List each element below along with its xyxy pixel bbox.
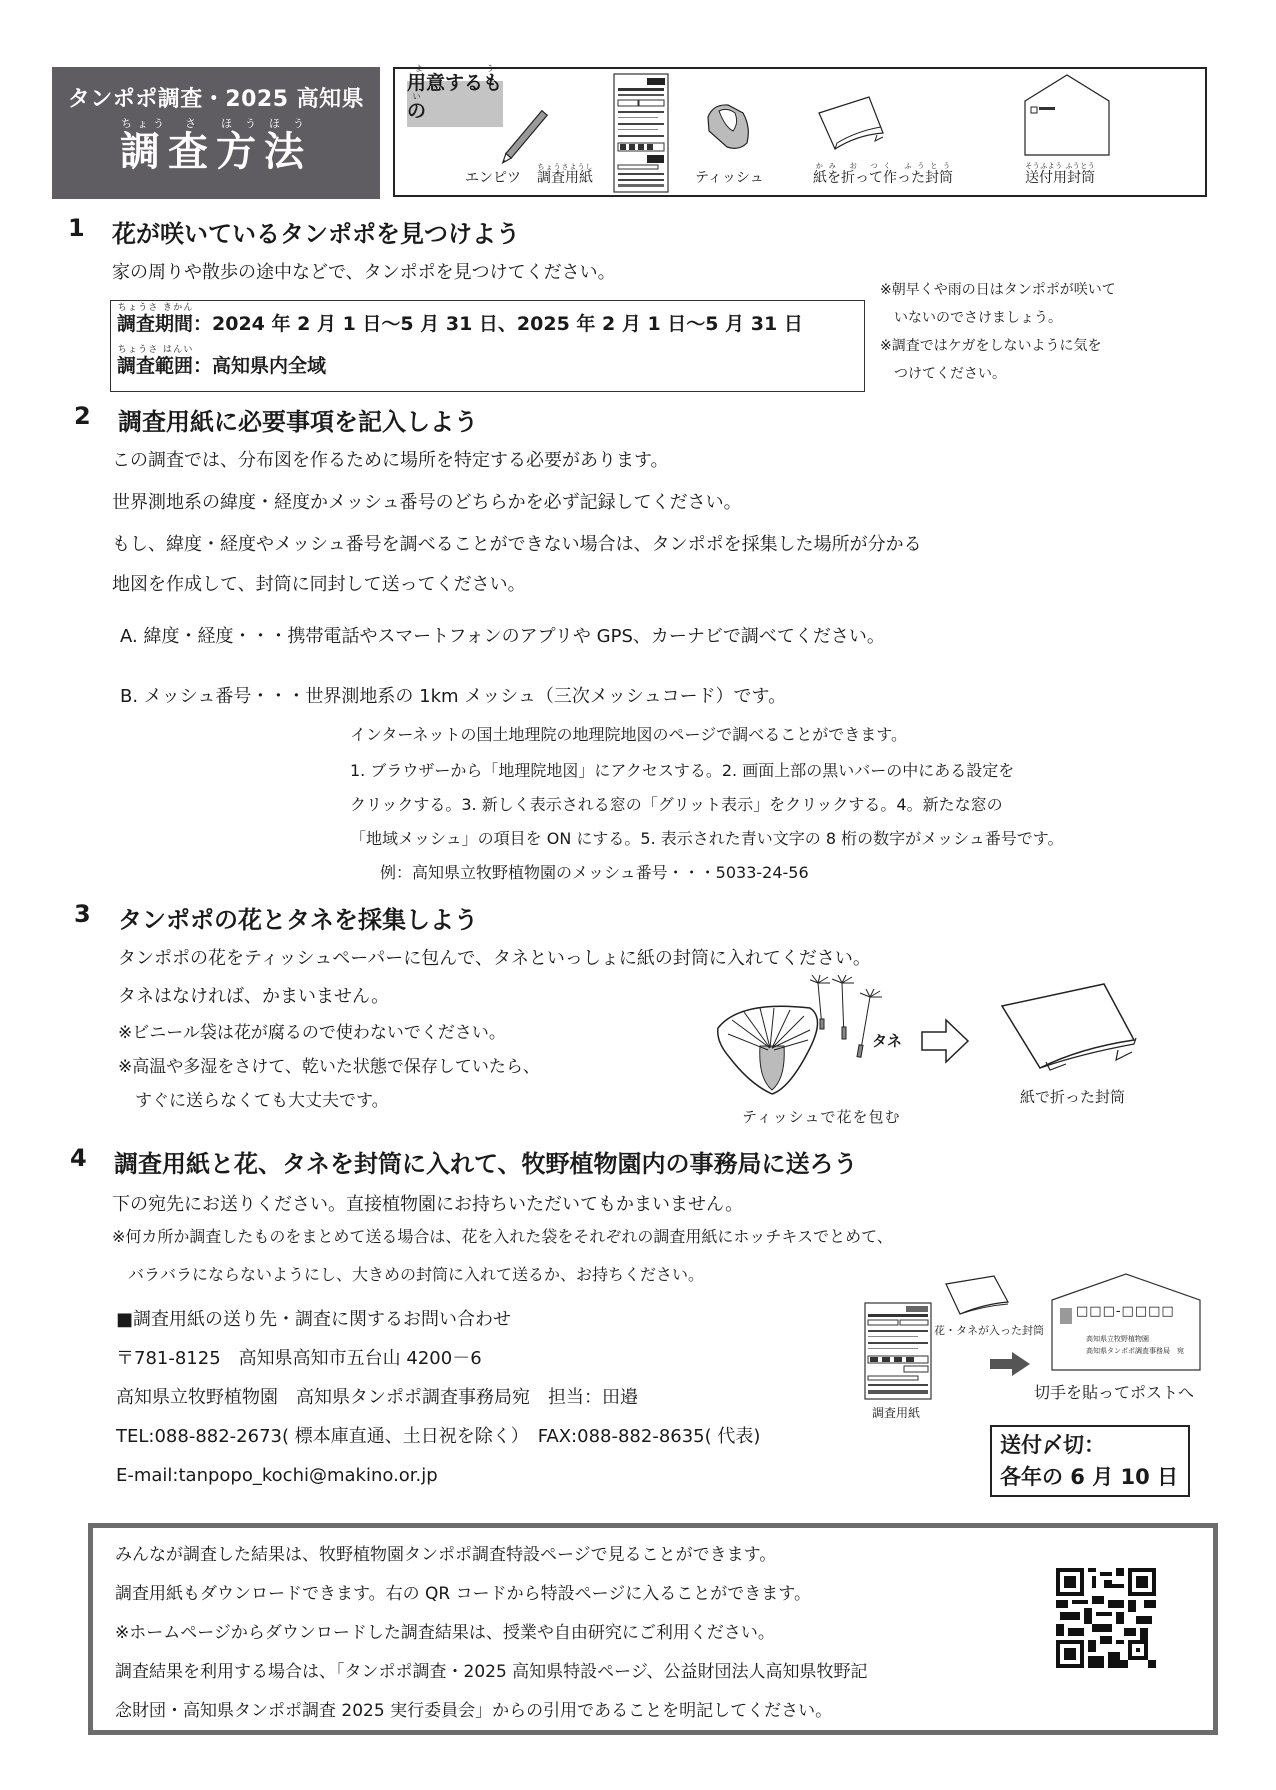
survey-sheet-icon: [613, 73, 669, 193]
survey-sheet-icon: [864, 1302, 934, 1402]
note: ※朝早くや雨の日はタンポポが咲いて: [880, 282, 1116, 298]
title-char: 法: [264, 129, 312, 175]
section-number: 1: [68, 214, 85, 242]
mailing-envelope-icon: [1023, 73, 1113, 158]
supplies-label: [407, 64, 503, 127]
supply-label-tissue: ティッシュ: [695, 170, 764, 186]
supply-sheet-text: 調査用紙: [537, 170, 593, 186]
title-ruby: ほう: [264, 117, 312, 130]
deadline-box: [990, 1425, 1190, 1497]
seed-envelope-icon: [944, 1274, 1014, 1316]
section-body: 世界測地系の緯度・経度かメッシュ番号のどちらかを必ず記録してください。: [112, 492, 742, 513]
footer-line: 調査用紙もダウンロードできます。右の QR コードから特設ページに入ることができます。: [115, 1584, 811, 1604]
title-ruby: ちょう: [120, 117, 168, 130]
range-label: 調査範囲: [117, 355, 194, 377]
note: ※ビニール袋は花が腐るので使わないでください。: [118, 1023, 506, 1043]
note: つけてください。: [880, 366, 1006, 382]
section-body: もし、緯度・経度やメッシュ番号を調べることができない場合は、タンポポを採集した場所が分かる: [112, 534, 922, 555]
section3-notes: [118, 1016, 540, 1118]
pencil-icon: [495, 97, 555, 172]
method-b-detail: クリックする。3. 新しく表示される窓の「グリット表示」をクリックする。4。新たな窓の: [350, 795, 1003, 814]
seed-envelope-caption: 花・タネが入った封筒: [934, 1324, 1044, 1337]
footer-line: 念財団・高知県タンポポ調査 2025 実行委員会」からの引用であることを明記してください。: [115, 1701, 833, 1721]
arrow-right-icon: [988, 1350, 1032, 1378]
period-value: ：2024 年 2 月 1 日〜5 月 31 日、2025 年 2 月 1 日〜5 月 31 日: [193, 313, 803, 335]
section-number: 2: [74, 402, 91, 430]
section-title: 花が咲いているタンポポを見つけよう: [112, 220, 520, 248]
addressed-envelope: [1050, 1272, 1202, 1372]
title-char: 査: [168, 129, 216, 175]
note: ※高温や多湿をさけて、乾いた状態で保存していたら、: [118, 1057, 540, 1077]
footer-line: 調査結果を利用する場合は、「タンポポ調査・2025 高知県特設ページ、公益財団法人高知県牧野記: [115, 1662, 868, 1682]
method-b-detail: 「地域メッシュ」の項目を ON にする。5. 表示された青い文字の 8 桁の数字がメッシュ番号です。: [350, 829, 1064, 848]
title-ruby: ほう: [216, 117, 264, 130]
range-value: ：高知県内全域: [193, 355, 327, 377]
note: ※調査ではケガをしないように気を: [880, 338, 1102, 354]
supplies-label-text: 用意するもの: [407, 72, 503, 122]
footer-line: ※ホームページからダウンロードした調査結果は、授業や自由研究にご利用ください。: [115, 1623, 775, 1643]
survey-period-box: [110, 300, 865, 392]
section1-notes: [880, 276, 1116, 388]
period-label: 調査期間: [117, 313, 194, 335]
footer-line: みんなが調査した結果は、牧野植物園タンポポ調査特設ページで見ることができます。: [115, 1545, 777, 1565]
results-info-box: [88, 1523, 1218, 1735]
series-title: タンポポ調査・2025 高知県: [67, 87, 365, 112]
note: ※何カ所か調査したものをまとめて送る場合は、花を入れた袋をそれぞれの調査用紙にホッチキスでとめて、: [112, 1227, 893, 1246]
dandelion-seeds-icon: [810, 975, 890, 1065]
folded-envelope-icon: [817, 91, 887, 155]
title-block: [52, 67, 380, 199]
section-number: 3: [74, 900, 91, 928]
supplies-box: [393, 64, 1207, 197]
post-caption: 切手を貼ってポストへ: [1034, 1383, 1195, 1402]
envelope-caption: 紙で折った封筒: [1020, 1088, 1126, 1106]
section-title: 調査用紙に必要事項を記入しよう: [118, 408, 478, 436]
section-title: タンポポの花とタネを採集しよう: [118, 906, 478, 934]
supply-label-pencil: エンピツ: [465, 170, 521, 186]
range-ruby: ちょうさ はんい: [117, 345, 193, 355]
page-title: [52, 117, 380, 178]
note: すぐに送らなくても大丈夫です。: [118, 1091, 389, 1111]
method-b-detail: 1. ブラウザーから「地理院地図」にアクセスする。2. 画面上部の黒いバーの中にある設定を: [350, 761, 1015, 780]
supply-label-sheet: [537, 163, 593, 187]
survey-period: [117, 303, 858, 345]
contact-phone: TEL:088-882-2673( 標本庫直通、土日祝を除く） FAX:088-882-8635( 代表): [116, 1426, 761, 1447]
tissue-icon: [703, 99, 753, 154]
address-line: 高知県タンポポ調査事務局 宛: [1086, 1347, 1184, 1355]
supply-mailing-ruby: そうふよう ふうとう: [1025, 162, 1095, 170]
address-line: 高知県立牧野植物園: [1086, 1335, 1149, 1343]
seed-label: タネ: [872, 1032, 903, 1050]
mesh-example: 例：高知県立牧野植物園のメッシュ番号・・・5033-24-56: [380, 863, 809, 882]
section-body: この調査では、分布図を作るために場所を特定する必要があります。: [112, 450, 669, 471]
folded-envelope-icon: [1000, 980, 1150, 1075]
section-body: 家の周りや散歩の途中などで、タンポポを見つけてください。: [112, 262, 616, 283]
zip-placeholder: □□□-□□□□: [1076, 1304, 1175, 1319]
section-title: 調査用紙と花、タネを封筒に入れて、牧野植物園内の事務局に送ろう: [114, 1150, 858, 1178]
flower-caption: ティッシュで花を包む: [742, 1108, 901, 1126]
contact-postal: 〒781-8125 高知県高知市五台山 4200－6: [116, 1348, 482, 1369]
supply-label-mailing-envelope: [1025, 162, 1095, 187]
contact-heading: ■調査用紙の送り先・調査に関するお問い合わせ: [116, 1309, 512, 1330]
contact-block: [116, 1300, 760, 1495]
method-b: B. メッシュ番号・・・世界測地系の 1km メッシュ（三次メッシュコード）です。: [120, 686, 787, 707]
deadline-value: 各年の 6 月 10 日: [1000, 1465, 1179, 1489]
method-a: A. 緯度・経度・・・携帯電話やスマートフォンのアプリや GPS、カーナビで調べてください。: [120, 626, 885, 647]
supply-mailing-text: 送付用封筒: [1025, 170, 1095, 186]
period-ruby: ちょうさ きかん: [117, 303, 193, 313]
method-b-detail: インターネットの国土地理院の地理院地図のページで調べることができます。: [350, 725, 907, 744]
arrow-right-icon: [920, 1018, 970, 1064]
qr-code-icon[interactable]: [1056, 1568, 1156, 1668]
section-body: 下の宛先にお送りください。直接植物園にお持ちいただいてもかまいません。: [112, 1194, 744, 1215]
supplies-label-ruby: ようい: [407, 64, 503, 101]
note: いないのでさけましょう。: [880, 310, 1062, 326]
section-body: タンポポの花をティッシュペーパーに包んで、タネといっしょに紙の封筒に入れてください。: [118, 948, 871, 969]
mailing-envelope-icon: [1050, 1272, 1202, 1372]
deadline-label: 送付〆切：: [1000, 1433, 1105, 1457]
survey-range: [117, 345, 858, 387]
section-body: タネはなければ、かまいません。: [118, 986, 390, 1007]
supply-envelope-text: 紙を折って作った封筒: [813, 170, 953, 186]
section-number: 4: [70, 1144, 87, 1172]
sheet-caption: 調査用紙: [872, 1406, 921, 1420]
contact-recipient: 高知県立牧野植物園 高知県タンポポ調査事務局宛 担当：田邉: [116, 1387, 638, 1408]
title-ruby: さ: [168, 117, 216, 130]
note: バラバラにならないようにし、大きめの封筒に入れて送るか、お持ちください。: [112, 1265, 705, 1284]
supply-envelope-ruby: かみ お つく ふうとう: [813, 162, 953, 170]
section-body: 地図を作成して、封筒に同封して送ってください。: [112, 574, 526, 595]
contact-email-link[interactable]: E-mail:tanpopo_kochi@makino.or.jp: [116, 1465, 438, 1486]
supply-label-folded-envelope: [813, 162, 953, 187]
title-char: 調: [120, 129, 168, 175]
title-char: 方: [216, 129, 264, 175]
supply-sheet-ruby: ちょうさようし: [537, 163, 593, 171]
